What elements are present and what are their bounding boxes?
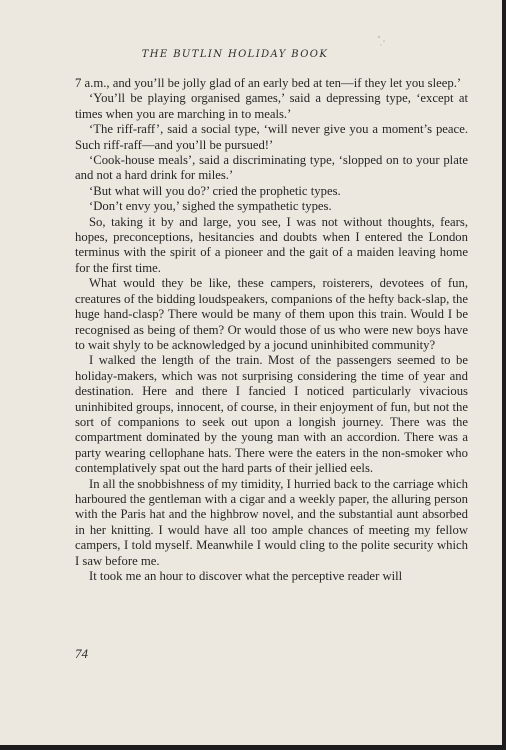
paragraph: So, taking it by and large, you see, I was not without thoughts, fears, hopes, preconceptions, hesitancies and doubts when I entered the London terminus with the spirit of a pioneer and the gait of a maiden leaving home for the first time. bbox=[75, 214, 468, 275]
paragraph: It took me an hour to discover what the perceptive reader will bbox=[89, 569, 403, 583]
paragraph: ‘Cook-house meals’, said a discriminating type, ‘slopped on to your plate and not a hard drink for miles.’ bbox=[75, 153, 468, 183]
paragraph: ‘Don’t envy you,’ sighed the sympathetic types. bbox=[89, 199, 332, 214]
running-title: THE BUTLIN HOLIDAY BOOK bbox=[141, 49, 329, 60]
body-text bbox=[75, 76, 468, 584]
paragraph: 7 a.m., and you’ll be jolly glad of an early bed at ten—if they let you sleep.’ bbox=[75, 76, 462, 90]
paragraph: ‘The riff-raff’, said a social type, ‘will never give you a moment’s peace. Such riff-raff—and you’ll be pursued!’ bbox=[75, 122, 468, 152]
paragraph: What would they be like, these campers, roisterers, devotees of fun, creatures of the bidding loudspeakers, companions of the hefty back-slap, the huge hand-clasp? There would be many of them upon this train. Would I be recognised as being of them? Or would those of us who were new boys have to wait shyly to be acknowledged by a jocund uninhibited community? bbox=[75, 276, 468, 352]
paragraph: ‘But what will you do?’ cried the prophetic types. bbox=[89, 183, 341, 198]
paragraph: In all the snobbishness of my timidity, I hurried back to the carriage which harboured the gentleman with a cigar and a weekly paper, the alluring person with the Paris hat and the highbrow novel, and the substantial aunt absorbed in her knitting. I would have all too ample chances of meeting my fellow campers, I told myself. Meanwhile I would cling to the polite security which I saw before me. bbox=[75, 476, 468, 568]
page-blemish bbox=[375, 32, 389, 50]
page-number: 74 bbox=[75, 646, 88, 661]
paragraph: I walked the length of the train. Most of the passengers seemed to be holiday-makers, which was not surprising considering the time of year and destination. Here and there I fancied I noticed particularly vivacious uninhibited groups, innocent, of course, in their enjoyment of fun, but not the sort of companions to seek out upon a longish journey. There was the compartment dominated by the young man with an accordion. There was a party wearing cellophane hats. There were the eaters in the non-smoker who contemplatively spat out the hard parts of their jellied eels. bbox=[75, 353, 468, 476]
paragraph: ‘You’ll be playing organised games,’ said a depressing type, ‘except at times when you are marching in to meals.’ bbox=[75, 91, 468, 121]
